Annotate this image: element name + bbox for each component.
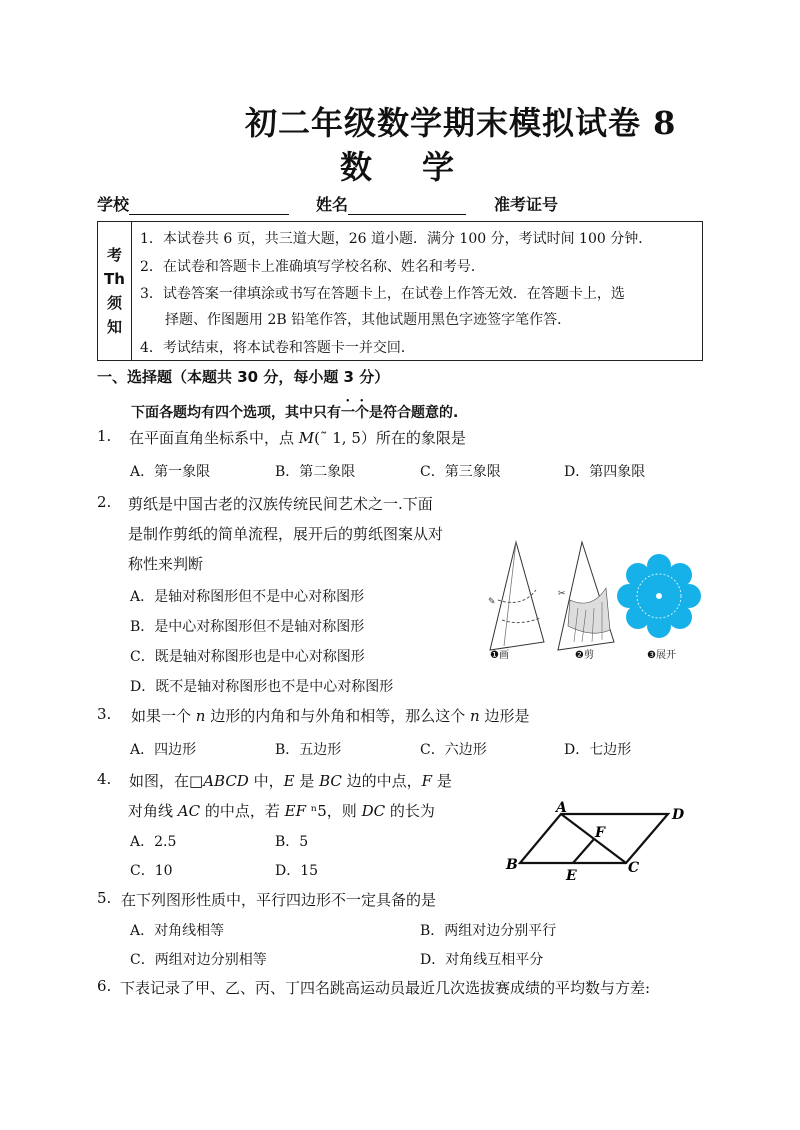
q4-t4: 边的中点， <box>341 772 422 790</box>
q4-number: 4. <box>97 770 112 788</box>
svg-text:✎: ✎ <box>488 597 496 607</box>
q2-option-d: D．既不是轴对称图形也不是中心对称图形 <box>130 679 394 695</box>
q3-text-c: 边形是 <box>479 707 530 725</box>
q1-var: M <box>298 429 315 447</box>
instruction-text-1: 下面各题均有四个选项，其中只有 <box>131 405 341 421</box>
svg-text:✂: ✂ <box>558 589 566 599</box>
q4-bc: BC <box>319 772 342 790</box>
q4-t3: 是 <box>294 772 320 790</box>
instruction-text-2: 是符合题意的. <box>369 405 459 421</box>
notice-box <box>97 221 703 361</box>
label-e: E <box>566 868 577 884</box>
q2-option-c: C．既是轴对称图形也是中心对称图形 <box>130 649 365 665</box>
exam-title: 初二年级数学期末模拟试卷 8 <box>245 104 677 142</box>
q1-option-a: A．第一象限 <box>130 464 211 480</box>
subject-char-2: 学 <box>422 148 457 186</box>
q1-option-b: B．第二象限 <box>275 464 356 480</box>
notice-line-2: 2．在试卷和答题卡上准确填写学校名称、姓名和考号． <box>140 259 485 275</box>
school-label: 学校 <box>97 195 130 214</box>
q1-option-d: D．第四象限 <box>564 464 646 480</box>
parallelogram-figure <box>498 800 693 885</box>
notice-label-3: 须 <box>106 294 122 312</box>
papercut-step-unfold <box>617 554 701 638</box>
segment-ef <box>573 839 594 863</box>
q3-option-b: B．五边形 <box>275 742 342 758</box>
q6-number: 6. <box>97 977 112 995</box>
papercut-figure <box>482 538 712 663</box>
q3-option-a: A．四边形 <box>130 742 197 758</box>
q4-t5: 是 <box>432 772 452 790</box>
q1-text-b: (˜ 1, 5）所在的象限是 <box>314 429 466 447</box>
school-field <box>97 192 289 215</box>
notice-label-4: 知 <box>106 318 122 336</box>
q3-text-b: 边形的内角和与外角和相等，那么这个 <box>205 707 470 725</box>
caption-unfold: ❸展开 <box>647 650 676 661</box>
q4-t2: 中， <box>248 772 284 790</box>
q4-option-c: C．10 <box>130 863 173 879</box>
label-f: F <box>595 825 605 841</box>
q4-line-1 <box>129 770 452 791</box>
notice-label-2: Th <box>104 270 125 288</box>
school-blank <box>129 198 289 215</box>
q4-t9: 的长为 <box>385 802 435 820</box>
q5-option-b: B．两组对边分别平行 <box>420 923 557 939</box>
notice-line-5: 4．考试结束，将本试卷和答题卡一并交回． <box>140 340 415 356</box>
q2-line-3: 称性来判断 <box>128 555 204 573</box>
q5-stem: 在下列图形性质中，平行四边形不一定具备的是 <box>121 891 437 909</box>
label-d: D <box>672 807 685 823</box>
q5-option-c: C．两组对边分别相等 <box>130 952 267 968</box>
q4-e: E <box>283 772 295 790</box>
q2-line-1: 剪纸是中国古老的汉族传统民间艺术之一.下面 <box>128 495 433 513</box>
q4-line-2 <box>128 800 435 821</box>
name-label: 姓名 <box>316 195 349 214</box>
q1-number: 1. <box>97 427 112 445</box>
notice-label-1: 考 <box>106 246 122 264</box>
q2-option-a: A．是轴对称图形但不是中心对称图形 <box>130 589 365 605</box>
q2-number: 2. <box>97 493 112 511</box>
label-c: C <box>628 860 640 876</box>
q5-option-a: A．对角线相等 <box>130 923 225 939</box>
q3-option-d: D．七边形 <box>564 742 632 758</box>
notice-label <box>98 222 132 360</box>
section-instruction <box>131 397 458 422</box>
q4-ef: EF <box>284 802 306 820</box>
q4-ac: AC <box>177 802 201 820</box>
q4-abcd: ABCD <box>203 772 249 790</box>
q5-number: 5. <box>97 889 112 907</box>
section-title: 一、选择题（本题共 30 分，每小题 3 分） <box>97 368 390 386</box>
notice-line-4: 择题、作图题用 2B 铅笔作答，其他试题用黑色字迹签字笔作答． <box>165 312 572 328</box>
papercut-step-cut <box>558 542 614 650</box>
q3-text-a: 如果一个 <box>131 707 196 725</box>
instruction-emphasis: 一个 <box>341 405 369 421</box>
q4-t7: 的中点，若 <box>200 802 285 820</box>
q4-dc: DC <box>361 802 386 820</box>
q1-option-c: C．第三象限 <box>420 464 501 480</box>
diagonal-ac <box>561 814 626 863</box>
q2-option-b: B．是中心对称图形但不是轴对称图形 <box>130 619 365 635</box>
q4-option-b: B．5 <box>275 834 309 850</box>
label-a: A <box>556 800 567 816</box>
q3-number: 3. <box>97 705 112 723</box>
q4-f: F <box>421 772 433 790</box>
q4-option-d: D．15 <box>275 863 319 879</box>
exam-no-label: 准考证号 <box>494 195 559 214</box>
q4-option-a: A．2.5 <box>130 834 177 850</box>
q1-text-a: 在平面直角坐标系中，点 <box>129 429 299 447</box>
q4-t6: 对角线 <box>128 802 178 820</box>
q6-stem: 下表记录了甲、乙、丙、丁四名跳高运动员最近几次选拔赛成绩的平均数与方差: <box>120 979 651 997</box>
papercut-step-draw <box>488 542 544 650</box>
subject-title <box>340 142 504 188</box>
notice-line-3: 3．试卷答案一律填涂或书写在答题卡上，在试卷上作答无效．在答题卡上，选 <box>140 286 625 302</box>
notice-line-1: 1．本试卷共 6 页，共三道大题，26 道小题．满分 100 分，考试时间 100 分钟． <box>140 231 653 247</box>
q3-option-c: C．六边形 <box>420 742 487 758</box>
name-blank <box>348 198 466 215</box>
caption-cut: ❷剪 <box>575 650 594 661</box>
q5-option-d: D．对角线互相平分 <box>420 952 544 968</box>
q3-var-2: n <box>470 707 480 725</box>
label-b: B <box>506 857 518 873</box>
name-field <box>316 192 466 215</box>
q4-t8: ⁿ5，则 <box>306 802 362 820</box>
q1-stem <box>129 427 466 448</box>
caption-draw: ❶画 <box>490 650 509 661</box>
exam-no-field <box>494 192 558 215</box>
subject-char-1: 数 <box>340 148 375 186</box>
q3-var-1: n <box>195 707 206 725</box>
q2-line-2: 是制作剪纸的简单流程，展开后的剪纸图案从对 <box>128 525 444 543</box>
q4-t1: 如图，在□ <box>129 772 204 790</box>
q3-stem <box>131 705 529 726</box>
